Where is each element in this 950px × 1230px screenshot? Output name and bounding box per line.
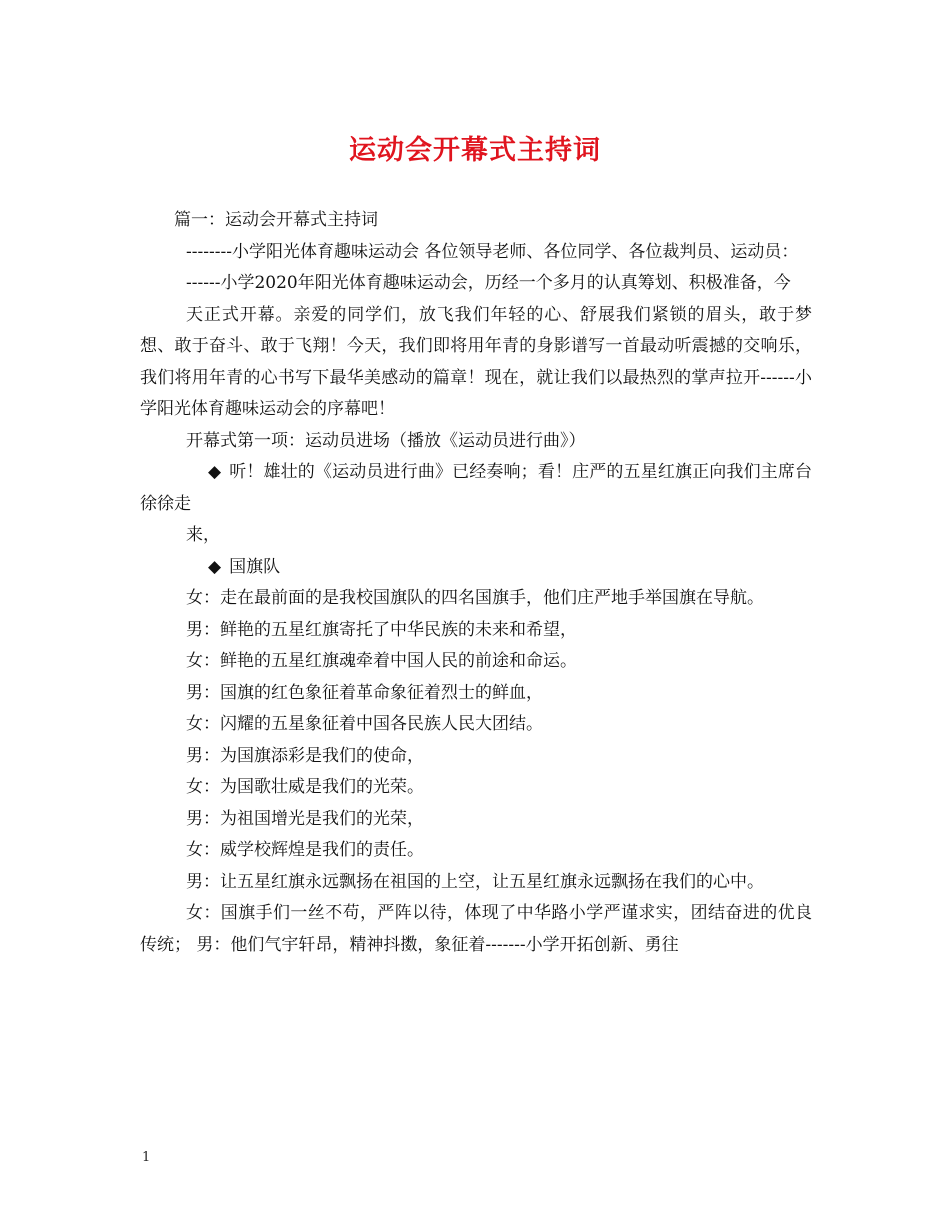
- diamond-bullet-icon: ◆: [208, 462, 222, 482]
- paragraph-text: --------小学阳光体育趣味运动会 各位领导老师、各位同学、各位裁判员、运动员：: [186, 241, 799, 262]
- paragraph-come: [140, 520, 812, 552]
- paragraph-text: 听！雄壮的《运动员进行曲》已经奏响；看！庄严的五星红旗正向我们主席台徐徐走: [140, 462, 812, 514]
- paragraph-text: 女：为国歌壮威是我们的光荣。: [186, 777, 424, 797]
- paragraph-text: 来，: [186, 525, 220, 545]
- dialogue-line: [140, 898, 812, 961]
- paragraph-text: 女：鲜艳的五星红旗魂牵着中国人民的前途和命运。: [186, 651, 577, 671]
- dialogue-line: [140, 804, 812, 836]
- paragraph-text: 女：闪耀的五星象征着中国各民族人民大团结。: [186, 714, 543, 734]
- paragraph-bullet-listen: [140, 457, 812, 520]
- paragraph-text: 女：国旗手们一丝不苟，严阵以待，体现了中华路小学严谨求实，团结奋进的优良传统； 男：他们气宇轩昂，精神抖擞，象征着-------小学开拓创新、勇往: [140, 903, 812, 955]
- dialogue-line: [140, 772, 812, 804]
- paragraph-opening: [140, 300, 812, 426]
- paragraph-text: 国旗队: [229, 556, 281, 577]
- dialogue-line: [140, 583, 812, 615]
- paragraph-text: 女：威学校辉煌是我们的责任。: [186, 840, 424, 860]
- paragraph-text: 男：鲜艳的五星红旗寄托了中华民族的未来和希望，: [186, 619, 577, 640]
- dialogue-line: [140, 709, 812, 741]
- dialogue-line: [140, 867, 812, 899]
- dialogue-line: [140, 678, 812, 710]
- paragraph-text: 开幕式第一项：运动员进场（播放《运动员进行曲》）: [186, 430, 586, 451]
- paragraph-text: 男：让五星红旗永远飘扬在祖国的上空，让五星红旗永远飘扬在我们的心中。: [186, 871, 764, 892]
- document-title: 运动会开幕式主持词: [349, 135, 601, 166]
- dialogue-line: [140, 646, 812, 678]
- paragraph-intro: [140, 268, 812, 300]
- dialogue-line: [140, 835, 812, 867]
- diamond-bullet-icon: ◆: [208, 556, 222, 577]
- document-body: [140, 205, 812, 961]
- dialogue-line: [140, 741, 812, 773]
- paragraph-text: 男：国旗的红色象征着革命象征着烈士的鲜血，: [186, 682, 543, 703]
- paragraph-text: 天正式开幕。亲爱的同学们，放飞我们年轻的心、舒展我们紧锁的眉头，敢于梦想、敢于奋斗、敢于飞翔！今天，我们即将用年青的身影谱写一首最动听震撼的交响乐，我们将用年青的心书写下最华美感动的篇章！现在，就让我们以最热烈的掌声拉开------小学阳光体育趣味运动会的序幕吧！: [140, 304, 812, 419]
- paragraph-section-heading: [140, 205, 812, 237]
- paragraph-text: 女：走在最前面的是我校国旗队的四名国旗手，他们庄严地手举国旗在导航。: [186, 588, 764, 608]
- paragraph-text: ------小学2020年阳光体育趣味运动会，历经一个多月的认真筹划、积极准备，今: [186, 273, 791, 293]
- paragraph-greeting: [140, 237, 812, 269]
- paragraph-first-item: [140, 426, 812, 458]
- paragraph-text: 篇一：运动会开幕式主持词: [174, 210, 378, 230]
- paragraph-text: 男：为国旗添彩是我们的使命，: [186, 745, 424, 766]
- paragraph-bullet-flag-team: [140, 552, 812, 584]
- dialogue-line: [140, 615, 812, 647]
- paragraph-text: 男：为祖国增光是我们的光荣，: [186, 808, 424, 829]
- page-number: 1: [142, 1150, 151, 1165]
